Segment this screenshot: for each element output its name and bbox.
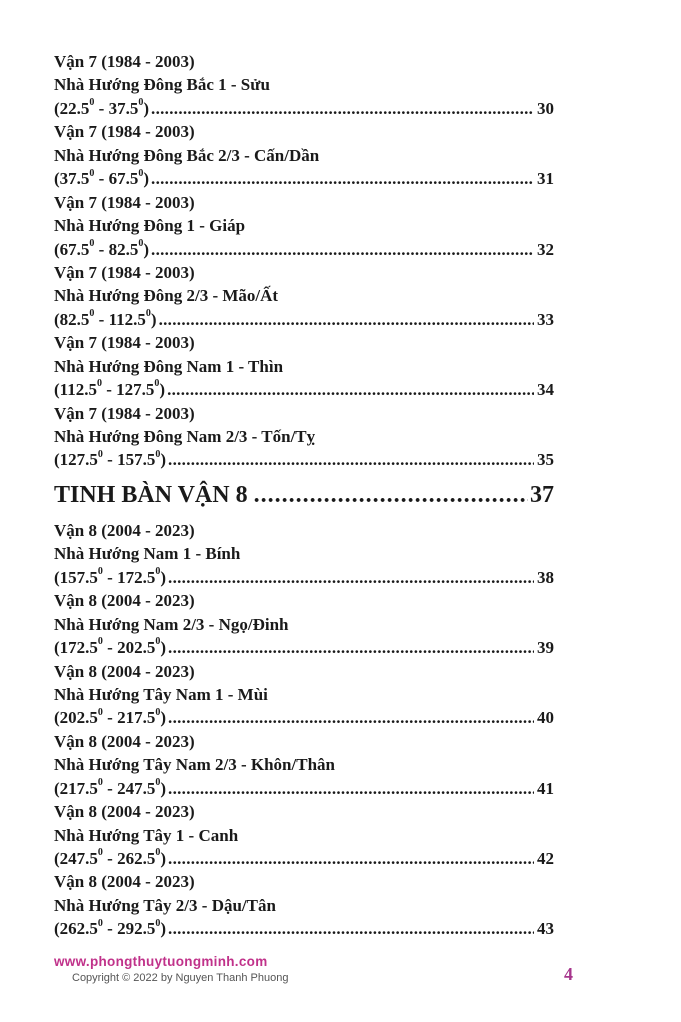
entry-degree-range: (247.5$^0$ - 262.5$^0$) (54, 847, 167, 868)
toc-entry[interactable] (54, 50, 554, 120)
range-start: 202.5 (59, 708, 98, 728)
entry-page-number: 41 (537, 778, 554, 798)
entry-degree-range: (82.5$^0$ - 112.5$^0$) (54, 308, 157, 329)
leader-dots (151, 167, 534, 190)
toc-entry[interactable] (54, 331, 554, 401)
toc-entry[interactable] (54, 402, 554, 472)
entry-range-line (54, 167, 554, 190)
leader-dots (167, 378, 534, 401)
range-end: 112.5 (108, 309, 146, 329)
entry-period: Vận 8 (2004 - 2023) (54, 591, 195, 611)
entry-page-number: 31 (537, 169, 554, 189)
entry-degree-range: (157.5$^0$ - 172.5$^0$) (54, 566, 167, 587)
entry-title: Nhà Hướng Đông 1 - Giáp (54, 216, 246, 236)
range-end: 172.5 (117, 567, 156, 587)
entry-degree-range: (127.5$^0$ - 157.5$^0$) (54, 448, 167, 470)
entry-degree-range: (67.5$^0$ - 82.5$^0$) (54, 237, 150, 259)
toc-entry[interactable] (54, 191, 554, 261)
entry-period: Vận 8 (2004 - 2023) (54, 872, 195, 892)
range-start: 67.5 (59, 239, 90, 259)
entry-degree-range: (172.5$^0$ - 202.5$^0$) (54, 636, 167, 658)
degree-mark: 0 (89, 167, 95, 179)
toc-entry[interactable] (54, 519, 554, 589)
range-end: 292.5 (117, 919, 156, 939)
entry-period: Vận 7 (1984 - 2003) (54, 192, 195, 212)
entry-page-number: 39 (537, 638, 554, 658)
entry-title: Nhà Hướng Đông Bắc 2/3 - Cấn/Dần (54, 145, 320, 165)
entry-page-number: 33 (537, 309, 554, 329)
entry-page-number: 40 (537, 708, 554, 728)
degree-mark: 0 (155, 706, 161, 718)
entry-title: Nhà Hướng Đông 2/3 - Mão/Ất (54, 286, 279, 306)
toc-entry[interactable] (54, 261, 554, 331)
entry-period: Vận 7 (1984 - 2003) (54, 403, 195, 423)
entry-page-number: 43 (537, 919, 554, 939)
entry-range-line (54, 378, 554, 401)
degree-mark: 0 (96, 378, 102, 390)
entry-page-number: 32 (537, 239, 554, 259)
entry-title: Nhà Hướng Đông Nam 1 - Thìn (54, 356, 284, 376)
range-start: 112.5 (59, 380, 97, 400)
leader-dots (168, 917, 534, 940)
range-start: 82.5 (59, 309, 90, 329)
degree-mark: 0 (155, 917, 161, 929)
degree-mark: 0 (89, 97, 95, 109)
entry-range-line (54, 917, 554, 940)
toc-entry[interactable] (54, 730, 554, 800)
entry-degree-range: (37.5$^0$ - 67.5$^0$) (54, 167, 150, 189)
toc-entry[interactable] (54, 120, 554, 190)
entry-page-number: 34 (537, 380, 554, 400)
range-end: 217.5 (117, 708, 156, 728)
toc-entry[interactable] (54, 589, 554, 659)
toc-entry[interactable] (54, 870, 554, 940)
entry-period: Vận 8 (2004 - 2023) (54, 731, 195, 751)
entry-period: Vận 7 (1984 - 2003) (54, 52, 195, 71)
degree-mark: 0 (97, 448, 103, 460)
range-end: 247.5 (117, 778, 156, 798)
range-end: 127.5 (116, 380, 155, 400)
footer-website-link[interactable]: www.phongthuytuongminh.com (54, 954, 268, 969)
entry-range-line (54, 308, 554, 331)
entry-title: Nhà Hướng Nam 2/3 - Ngọ/Đinh (54, 614, 289, 634)
range-start: 262.5 (59, 919, 98, 939)
section-page-number: 37 (530, 481, 554, 508)
degree-mark: 0 (155, 847, 161, 859)
degree-mark: 0 (155, 777, 161, 789)
leader-dots (168, 847, 534, 870)
entry-degree-range: (262.5$^0$ - 292.5$^0$) (54, 917, 167, 939)
entry-period: Vận 8 (2004 - 2023) (54, 520, 195, 540)
entry-period: Vận 7 (1984 - 2003) (54, 122, 195, 142)
entry-title: Nhà Hướng Tây 1 - Canh (54, 825, 239, 845)
toc-group-van-8 (54, 519, 554, 941)
degree-mark: 0 (138, 97, 144, 109)
range-start: 172.5 (59, 638, 98, 658)
entry-degree-range: (217.5$^0$ - 247.5$^0$) (54, 777, 167, 798)
entry-period: Vận 8 (2004 - 2023) (54, 661, 195, 681)
degree-mark: 0 (97, 917, 103, 929)
entry-period: Vận 8 (2004 - 2023) (54, 802, 195, 822)
entry-page-number: 38 (537, 567, 554, 587)
degree-mark: 0 (138, 237, 144, 249)
range-start: 157.5 (59, 567, 98, 587)
degree-mark: 0 (97, 777, 103, 789)
degree-mark: 0 (155, 448, 161, 460)
entry-degree-range: (112.5$^0$ - 127.5$^0$) (54, 378, 166, 400)
entry-page-number: 30 (537, 98, 554, 118)
leader-dots (151, 238, 534, 261)
range-end: 37.5 (108, 98, 139, 118)
degree-mark: 0 (97, 636, 103, 648)
degree-mark: 0 (97, 847, 103, 859)
degree-mark: 0 (89, 308, 95, 320)
range-end: 82.5 (108, 239, 139, 259)
entry-range-line (54, 448, 554, 471)
degree-mark: 0 (145, 308, 151, 320)
range-end: 157.5 (117, 450, 156, 470)
entry-degree-range: (202.5$^0$ - 217.5$^0$) (54, 706, 167, 728)
entry-title: Nhà Hướng Tây Nam 1 - Mùi (54, 684, 268, 704)
entry-period: Vận 7 (1984 - 2003) (54, 262, 195, 282)
page-number: 4 (564, 964, 573, 984)
leader-dots (159, 308, 534, 331)
footer-copyright: Copyright © 2022 by Nguyen Thanh Phuong (72, 972, 289, 984)
toc-entry[interactable] (54, 660, 554, 730)
degree-mark: 0 (154, 378, 160, 390)
range-start: 22.5 (59, 98, 90, 118)
entry-period: Vận 7 (1984 - 2003) (54, 333, 195, 353)
leader-dots (168, 448, 534, 471)
entry-title: Nhà Hướng Nam 1 - Bính (54, 544, 241, 564)
range-start: 37.5 (59, 169, 90, 189)
range-end: 67.5 (108, 169, 139, 189)
degree-mark: 0 (138, 167, 144, 179)
entry-range-line (54, 97, 554, 120)
toc-entry[interactable] (54, 800, 554, 870)
entry-page-number: 35 (537, 450, 554, 470)
entry-degree-range: (22.5$^0$ - 37.5$^0$) (54, 97, 150, 118)
leader-dots (168, 706, 534, 729)
degree-mark: 0 (155, 636, 161, 648)
degree-mark: 0 (97, 566, 103, 578)
entry-title: Nhà Hướng Tây Nam 2/3 - Khôn/Thân (54, 755, 335, 775)
degree-mark: 0 (89, 237, 95, 249)
range-start: 247.5 (59, 849, 98, 868)
entry-title: Nhà Hướng Đông Nam 2/3 - Tốn/Tỵ (54, 427, 316, 446)
entry-range-line (54, 847, 554, 870)
leader-dots (151, 97, 534, 120)
entry-range-line (54, 636, 554, 659)
entry-range-line (54, 777, 554, 800)
leader-dots (254, 482, 528, 509)
range-start: 127.5 (59, 450, 98, 470)
table-of-contents (54, 50, 554, 941)
entry-range-line (54, 706, 554, 729)
toc-group-van-7 (54, 50, 554, 472)
leader-dots (168, 777, 534, 800)
degree-mark: 0 (97, 706, 103, 718)
entry-title: Nhà Hướng Tây 2/3 - Dậu/Tân (54, 895, 276, 915)
entry-range-line (54, 566, 554, 589)
entry-page-number: 42 (537, 849, 554, 868)
section-title: TINH BÀN VẬN 8 (54, 481, 248, 508)
toc-section-heading[interactable] (54, 472, 554, 519)
range-end: 262.5 (117, 849, 156, 868)
range-start: 217.5 (59, 778, 98, 798)
leader-dots (168, 566, 534, 589)
leader-dots (168, 636, 534, 659)
entry-range-line (54, 238, 554, 261)
entry-title: Nhà Hướng Đông Bắc 1 - Sửu (54, 75, 270, 95)
degree-mark: 0 (155, 566, 161, 578)
range-end: 202.5 (117, 638, 156, 658)
